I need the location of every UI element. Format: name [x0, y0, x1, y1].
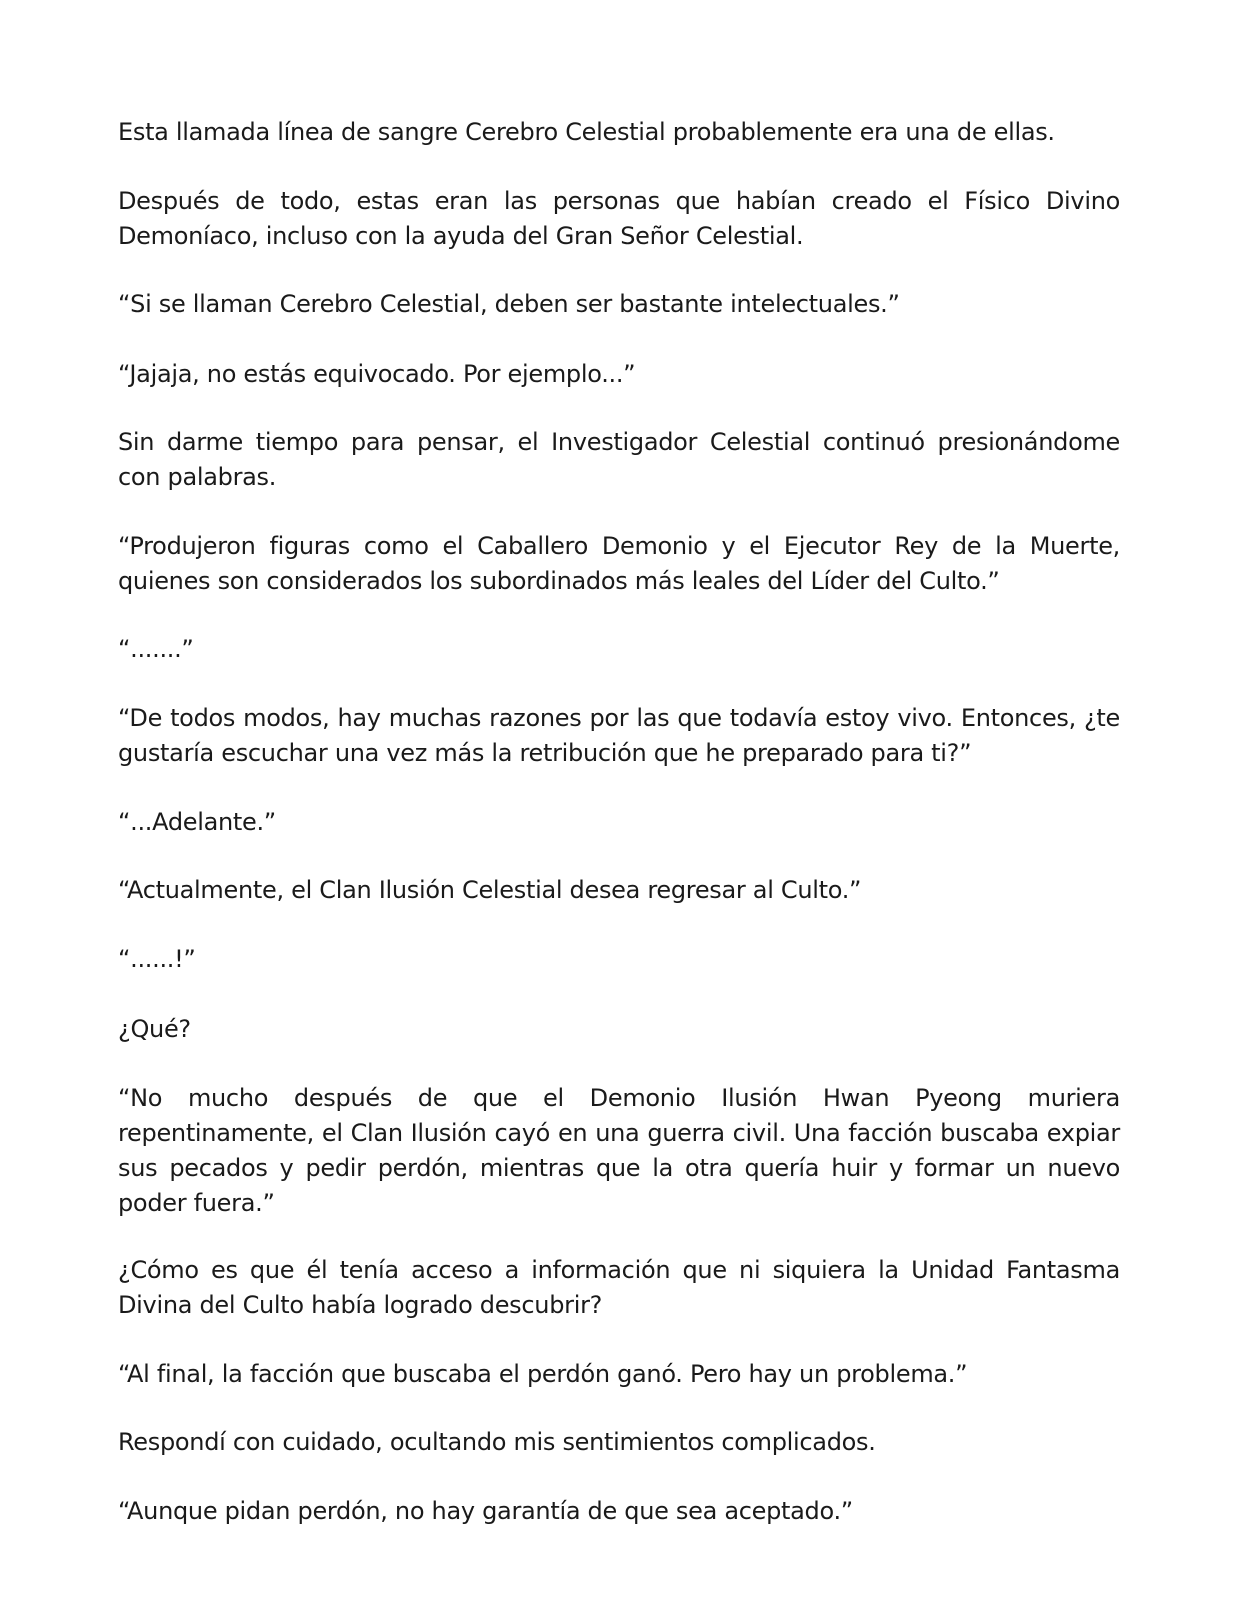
paragraph-13: “No mucho después de que el Demonio Ilusión Hwan Pyeong muriera repentinamente, el Clan Ilusión cayó en una guerra civil. Una facción buscaba expiar sus pecados y pedir perdón, mientras que la otra quería huir y formar un nuevo poder fuera.”	[118, 1084, 1120, 1217]
paragraph-1: Esta llamada línea de sangre Cerebro Celestial probablemente era una de ellas.	[118, 118, 1055, 146]
paragraph-10: “Actualmente, el Clan Ilusión Celestial desea regresar al Culto.”	[118, 876, 862, 904]
paragraph-6: “Produjeron figuras como el Caballero Demonio y el Ejecutor Rey de la Muerte, quienes son considerados los subordinados más leales del Líder del Culto.”	[118, 532, 1120, 595]
paragraph-8: “De todos modos, hay muchas razones por las que todavía estoy vivo. Entonces, ¿te gustaría escuchar una vez más la retribución que he preparado para ti?”	[118, 704, 1120, 767]
paragraph-12: ¿Qué?	[118, 1015, 191, 1043]
paragraph-9: “...Adelante.”	[118, 808, 276, 836]
paragraph-16: Respondí con cuidado, ocultando mis sentimientos complicados.	[118, 1428, 876, 1456]
paragraph-17: “Aunque pidan perdón, no hay garantía de que sea aceptado.”	[118, 1497, 853, 1525]
paragraph-3: “Si se llaman Cerebro Celestial, deben ser bastante intelectuales.”	[118, 290, 900, 318]
paragraph-14: ¿Cómo es que él tenía acceso a información que ni siquiera la Unidad Fantasma Divina del Culto había logrado descubrir?	[118, 1256, 1120, 1319]
paragraph-7: “.......”	[118, 635, 194, 663]
paragraph-4: “Jajaja, no estás equivocado. Por ejemplo...”	[118, 360, 636, 388]
paragraph-15: “Al final, la facción que buscaba el perdón ganó. Pero hay un problema.”	[118, 1360, 968, 1388]
paragraph-2: Después de todo, estas eran las personas que habían creado el Físico Divino Demoníaco, incluso con la ayuda del Gran Señor Celestial.	[118, 187, 1120, 250]
paragraph-11: “......!”	[118, 945, 196, 973]
paragraph-5: Sin darme tiempo para pensar, el Investigador Celestial continuó presionándome con palabras.	[118, 428, 1120, 491]
